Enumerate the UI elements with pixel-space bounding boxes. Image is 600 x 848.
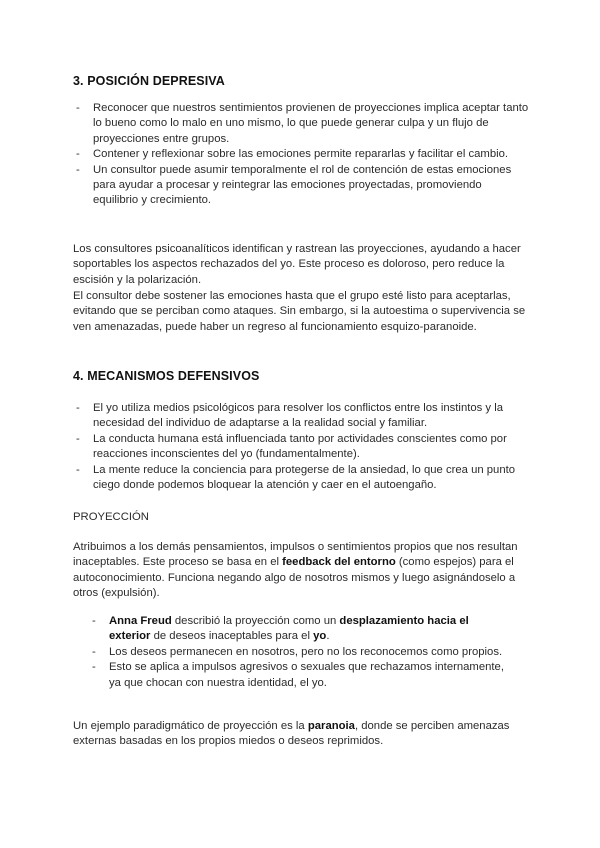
section-heading-3: 3. POSICIÓN DEPRESIVA bbox=[73, 74, 225, 88]
subheading-proyeccion: PROYECCIÓN bbox=[73, 511, 149, 523]
section-heading-4: 4. MECANISMOS DEFENSIVOS bbox=[73, 369, 260, 383]
list-item: - La mente reduce la conciencia para protegerse de la ansiedad, lo que crea un punto ciego donde podemos bloquear la atención y caer en el autoengaño. bbox=[76, 463, 516, 492]
paragraph: Los consultores psicoanalíticos identifican y rastrean las proyecciones, ayudando a hacer soportables los aspectos rechazados del yo. Este proceso es doloroso, pero reduce la escisión y la polarización. bbox=[73, 243, 521, 286]
projection-sub-bullets bbox=[73, 614, 509, 691]
section3-bullets bbox=[73, 101, 530, 209]
list-item: - Los deseos permanecen en nosotros, pero no los reconocemos como propios. bbox=[92, 645, 503, 658]
list-item: - El yo utiliza medios psicológicos para resolver los conflictos entre los instintos y la necesidad del individuo de adaptarse a la realidad social y familiar. bbox=[76, 402, 504, 430]
list-item: - La conducta humana está influenciada tanto por actividades conscientes como por reacciones inconscientes del yo (fundamentalmente). bbox=[76, 432, 507, 461]
paragraph: El consultor debe sostener las emociones hasta que el grupo esté listo para aceptarlas, evitando que se perciban como ataques. Sin embargo, si la autoestima o supervivencia se ven amenazadas, puede haber un regreso al funcionamiento esquizo-paranoide. bbox=[73, 290, 526, 333]
list-item: - Esto se aplica a impulsos agresivos o sexuales que rechazamos internamente, ya que chocan con nuestra identidad, el yo. bbox=[92, 661, 504, 689]
list-item: - Reconocer que nuestros sentimientos provienen de proyecciones implica aceptar tanto lo bueno como lo malo en uno mismo, lo que puede generar culpa y un flujo de proyecciones entre grupos. bbox=[76, 102, 529, 145]
list-item: - Anna Freud describió la proyección como un desplazamiento hacia el exterior de deseos inaceptables para el yo. bbox=[92, 615, 469, 643]
list-item: - Un consultor puede asumir temporalmente el rol de contención de estas emociones para ayudar a procesar y reintegrar las emociones proyectadas, promoviendo equilibrio y crecimiento. bbox=[76, 163, 512, 207]
section4-bullets bbox=[73, 401, 530, 493]
list-item: - Contener y reflexionar sobre las emociones permite repararlas y facilitar el cambio. bbox=[76, 148, 509, 161]
paragraph: Un ejemplo paradigmático de proyección es la paranoia, donde se perciben amenazas externas basadas en los propios miedos o deseos reprimidos. bbox=[73, 720, 510, 748]
paragraph: Atribuimos a los demás pensamientos, impulsos o sentimientos propios que nos resultan inaceptables. Este proceso se basa en el feedback del entorno (como espejos) para el autoconocimiento. Funciona negando algo de nosotros mismos y luego asignándoselo a otros (expulsión). bbox=[73, 541, 518, 600]
